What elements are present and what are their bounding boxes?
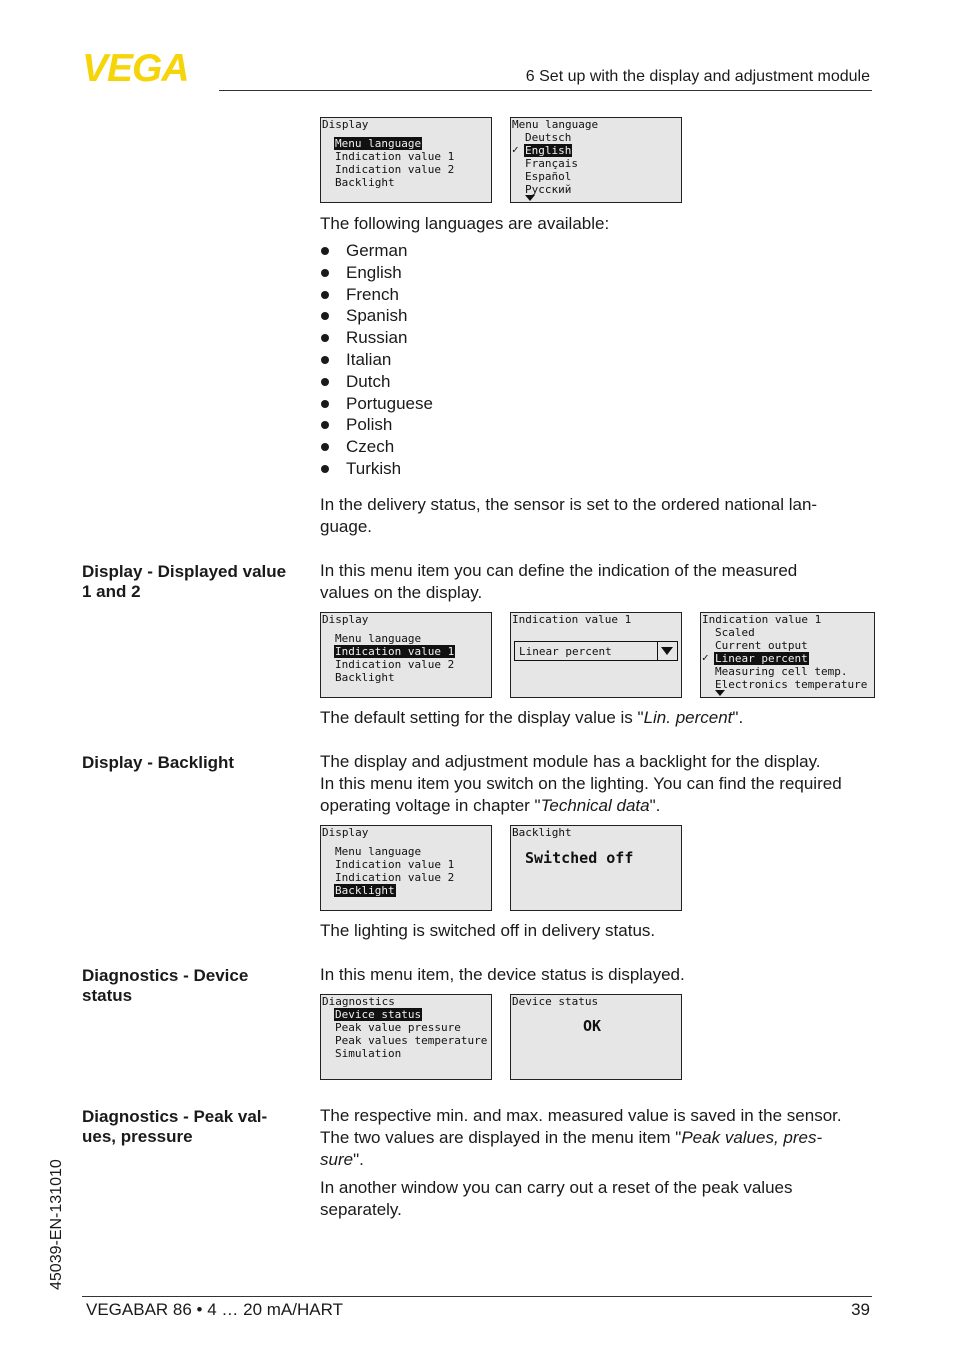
list-item: English: [320, 262, 433, 284]
lcd-title: Device status: [512, 995, 599, 1008]
language-list: [320, 240, 433, 480]
section-heading-device-status: Diagnostics - Device status: [82, 966, 249, 1005]
lcd-display-menu: [320, 117, 492, 203]
svg-text:VEGA: VEGA: [82, 50, 189, 84]
device-status-text: In this menu item, the device status is displayed.: [320, 965, 685, 984]
lcd-item: Русский: [525, 183, 572, 196]
section-heading-peak-values: Diagnostics - Peak val- ues, pressure: [82, 1107, 268, 1146]
lcd-display-backlight: [320, 825, 492, 911]
lcd-item: Français: [525, 157, 578, 170]
lcd-item: Measuring cell temp.: [715, 665, 848, 678]
indication-dropdown: [514, 641, 678, 661]
header-divider: [219, 90, 872, 91]
lcd-display-indication: [320, 612, 492, 698]
lcd-item: Scaled: [715, 626, 755, 639]
list-item: Spanish: [320, 305, 433, 327]
vega-logo: [82, 50, 212, 84]
lcd-item: Peak value pressure: [335, 1021, 461, 1034]
lcd-title: Menu language: [512, 118, 599, 131]
lcd-item: Indication value 2: [335, 163, 455, 176]
dropdown-value: Linear percent: [519, 645, 612, 658]
lcd-item: Indication value 2: [335, 871, 455, 884]
lcd-item: Peak values temperature: [335, 1034, 488, 1047]
lcd-item-selected: Menu language: [335, 137, 422, 150]
lcd-item: Menu language: [335, 845, 422, 858]
lcd-title: Diagnostics: [322, 995, 395, 1008]
lcd-item-selected: Backlight: [335, 884, 395, 897]
lcd-diagnostics: [320, 994, 492, 1080]
section-heading-displayed-value: Display - Displayed value 1 and 2: [82, 562, 287, 601]
lcd-indication-value-list: [700, 612, 875, 698]
default-setting-text: The default setting for the display value is "Lin. percent".: [320, 708, 744, 727]
lcd-title: Display: [322, 613, 369, 626]
lcd-item: Deutsch: [525, 131, 572, 144]
checkmark-icon: ✓: [512, 143, 519, 156]
lcd-item: Indication value 1: [335, 858, 455, 871]
device-status-value: OK: [583, 1017, 602, 1035]
list-item: Turkish: [320, 458, 433, 480]
lcd-menu-language: [510, 117, 682, 203]
lcd-title: Display: [322, 118, 369, 131]
scroll-down-arrow-icon: [525, 195, 535, 201]
list-item: German: [320, 240, 433, 262]
lcd-title: Indication value 1: [512, 613, 632, 626]
backlight-text: The display and adjustment module has a backlight for the display. In this menu item you switch on the lighting. You can find the required operating voltage in chapter "Technical data".: [320, 752, 842, 815]
lcd-item: Menu language: [335, 632, 422, 645]
list-item: Dutch: [320, 371, 433, 393]
displayed-value-text: In this menu item you can define the indication of the measured values on the display.: [320, 561, 798, 602]
dropdown-arrow-icon: [657, 642, 677, 660]
lcd-item: Electronics temperature: [715, 678, 868, 691]
list-item: French: [320, 284, 433, 306]
section-heading-backlight: Display - Backlight: [82, 753, 235, 772]
delivery-status-text: In the delivery status, the sensor is set to the ordered national lan- guage.: [320, 495, 818, 536]
lcd-item: Indication value 2: [335, 658, 455, 671]
lcd-item: Backlight: [335, 176, 395, 189]
lcd-item: Simulation: [335, 1047, 402, 1060]
lcd-item-selected: Indication value 1: [335, 645, 455, 658]
footer-product: VEGABAR 86 • 4 … 20 mA/HART: [86, 1300, 343, 1319]
lcd-device-status: [510, 994, 682, 1080]
peak-reset-text: In another window you can carry out a reset of the peak values separately.: [320, 1178, 793, 1219]
lcd-title: Indication value 1: [702, 613, 822, 626]
list-item: Italian: [320, 349, 433, 371]
section-title: 6 Set up with the display and adjustment module: [525, 68, 870, 85]
lcd-item-selected: Device status: [335, 1008, 422, 1021]
lcd-item: Backlight: [335, 671, 395, 684]
lcd-item: Español: [525, 170, 572, 183]
checkmark-icon: ✓: [702, 651, 709, 664]
lcd-item-selected: Linear percent: [715, 652, 808, 665]
lcd-item: Indication value 1: [335, 150, 455, 163]
languages-intro: The following languages are available:: [320, 214, 610, 233]
page-number: 39: [851, 1300, 870, 1319]
lcd-backlight: [510, 825, 682, 911]
backlight-value: Switched off: [525, 849, 634, 867]
footer-divider: [82, 1296, 872, 1297]
list-item: Russian: [320, 327, 433, 349]
list-item: Portuguese: [320, 393, 433, 415]
list-item: Czech: [320, 436, 433, 458]
lcd-title: Backlight: [512, 826, 572, 839]
document-code: 45039-EN-131010: [48, 1159, 65, 1290]
scroll-down-arrow-icon: [715, 690, 725, 696]
lcd-item-selected: English: [525, 144, 572, 157]
lcd-title: Display: [322, 826, 369, 839]
backlight-delivery-text: The lighting is switched off in delivery status.: [320, 921, 656, 940]
peak-values-text: The respective min. and max. measured value is saved in the sensor. The two values are displayed in the menu item "Peak values, pres- sure".: [320, 1106, 842, 1169]
lcd-item: Current output: [715, 639, 808, 652]
list-item: Polish: [320, 414, 433, 436]
lcd-indication-value-select: [510, 612, 682, 698]
